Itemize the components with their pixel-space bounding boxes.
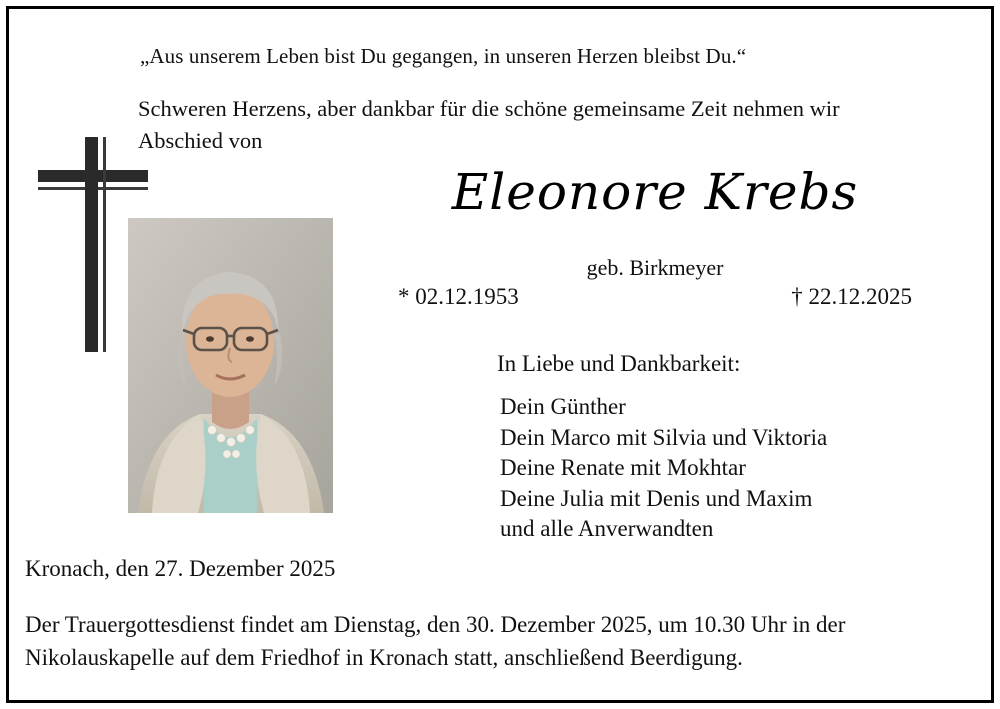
family-member: Dein Günther <box>500 394 626 419</box>
portrait-photo <box>128 218 333 513</box>
family-member: Dein Marco mit Silvia und Viktoria <box>500 424 828 450</box>
family-member: und alle Anverwandten <box>500 516 714 541</box>
birth-date: * 02.12.1953 <box>398 284 519 309</box>
death-date: † 22.12.2025 <box>791 284 912 309</box>
family-list <box>500 392 827 545</box>
place-and-date: Kronach, den 27. Dezember 2025 <box>25 556 336 581</box>
family-member: Deine Julia mit Denis und Maxim <box>500 485 813 511</box>
cross-vertical-bar <box>85 137 98 352</box>
gratitude-heading: In Liebe und Dankbarkeit: <box>497 351 741 376</box>
intro-text: Schweren Herzens, aber dankbar für die schöne gemeinsame Zeit nehmen wir Abschied von <box>138 96 840 153</box>
deceased-name: Eleonore Krebs <box>451 163 859 221</box>
service-details: Der Trauergottesdienst findet am Dienstag, den 30. Dezember 2025, um 10.30 Uhr in der Nikolauskapelle auf dem Friedhof in Kronach statt, anschließend Beerdigung. <box>25 612 846 670</box>
maiden-name: geb. Birkmeyer <box>586 255 724 280</box>
family-member: Deine Renate mit Mokhtar <box>500 455 746 480</box>
quote-text: „Aus unserem Leben bist Du gegangen, in unseren Herzen bleibst Du.“ <box>140 44 747 68</box>
cross-vertical-line <box>103 137 106 352</box>
life-dates <box>390 284 920 310</box>
